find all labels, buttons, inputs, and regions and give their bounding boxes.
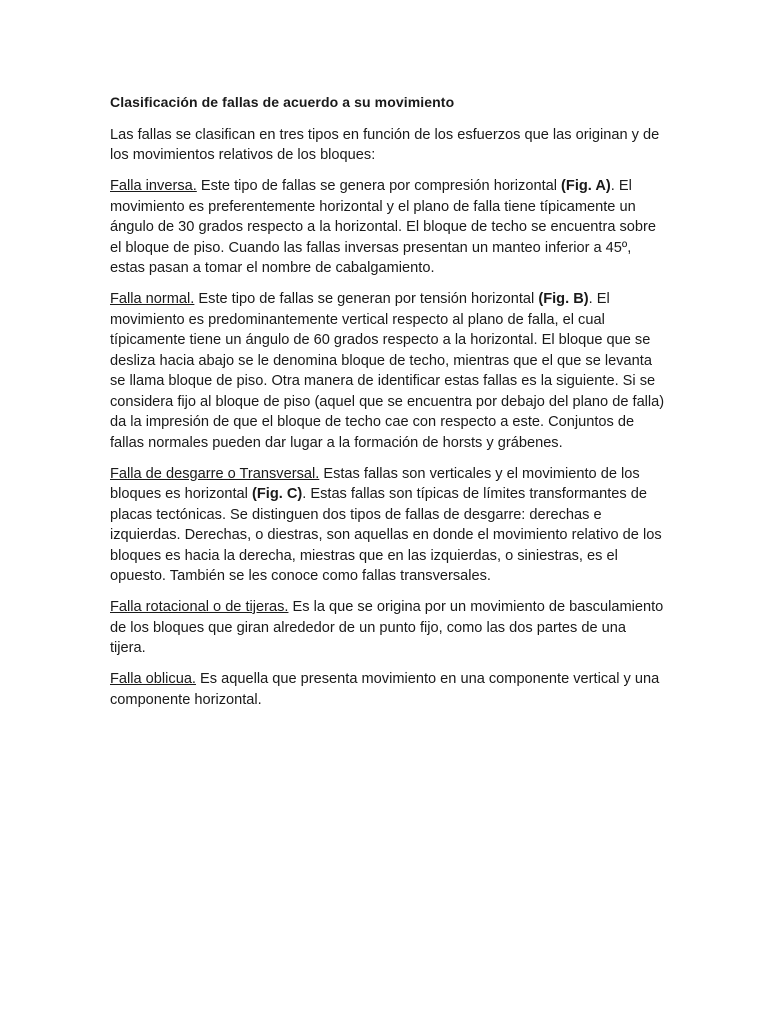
term-falla-inversa: Falla inversa. (110, 178, 197, 194)
section-text: Este tipo de fallas se genera por compresión horizontal (196, 178, 562, 194)
term-falla-oblicua: Falla oblicua. (110, 671, 196, 687)
document-page (110, 92, 665, 721)
section-text: Es la que se origina por un movimiento de basculamiento de los bloques que giran alrededor de un punto fijo, como las dos partes de una tijera. (110, 599, 664, 656)
figure-reference: (Fig. A) (561, 178, 611, 194)
section-text: . El movimiento es preferentemente horizontal y el plano de falla tiene típicamente un ángulo de 30 grados respecto a la horizontal. El bloque de techo se encuentra sobre el bloque de piso. Cuando las fallas inversas presentan un manteo inferior a 45º, estas pasan a tomar el nombre de cabalgamiento. (110, 178, 657, 276)
document-title: Clasificación de fallas de acuerdo a su movimiento (110, 94, 455, 110)
intro-paragraph: Las fallas se clasifican en tres tipos en función de los esfuerzos que las originan y de los movimientos relativos de los bloques: (110, 126, 660, 163)
figure-reference: (Fig. C) (251, 486, 303, 502)
figure-reference: (Fig. B) (538, 291, 589, 307)
term-falla-desgarre: Falla de desgarre o Transversal. (110, 465, 320, 482)
section-text: Es aquella que presenta movimiento en una componente vertical y una componente horizontal. (110, 671, 660, 708)
section-text: Estas fallas son verticales y el movimiento de los bloques es horizontal (110, 465, 640, 502)
section-text: . Estas fallas son típicas de límites transformantes de placas tectónicas. Se distinguen dos tipos de fallas de desgarre: derechas e izquierdas. Derechas, o diestras, son aquellas en donde el movimiento relativo de los bloques es hacia la derecha, miestras que en las izquierdas, o siniestras, es el opuesto. También se les conoce como fallas transversales. (110, 486, 662, 584)
term-falla-rotacional: Falla rotacional o de tijeras. (110, 599, 289, 615)
section-falla-normal (110, 289, 665, 453)
term-falla-normal: Falla normal. (110, 291, 195, 307)
section-falla-oblicua (110, 669, 665, 710)
section-falla-inversa (110, 176, 665, 279)
section-falla-desgarre (110, 464, 665, 587)
section-falla-rotacional (110, 597, 665, 659)
section-text: Este tipo de fallas se generan por tensión horizontal (194, 291, 539, 307)
section-text: . El movimiento es predominantemente vertical respecto al plano de falla, el cual típicamente tiene un ángulo de 60 grados respecto a la horizontal. El bloque que se desliza hacia abajo se le denomina bloque de techo, mientras que el que se levanta se llama bloque de piso. Otra manera de identificar estas fallas es la siguiente. Si se considera fijo al bloque de piso (aquel que se encuentra por debajo del plano de falla) da la impresión de que el bloque de techo cae con respecto a este. Conjuntos de fallas normales pueden dar lugar a la formación de horsts y grábenes. (110, 291, 665, 451)
